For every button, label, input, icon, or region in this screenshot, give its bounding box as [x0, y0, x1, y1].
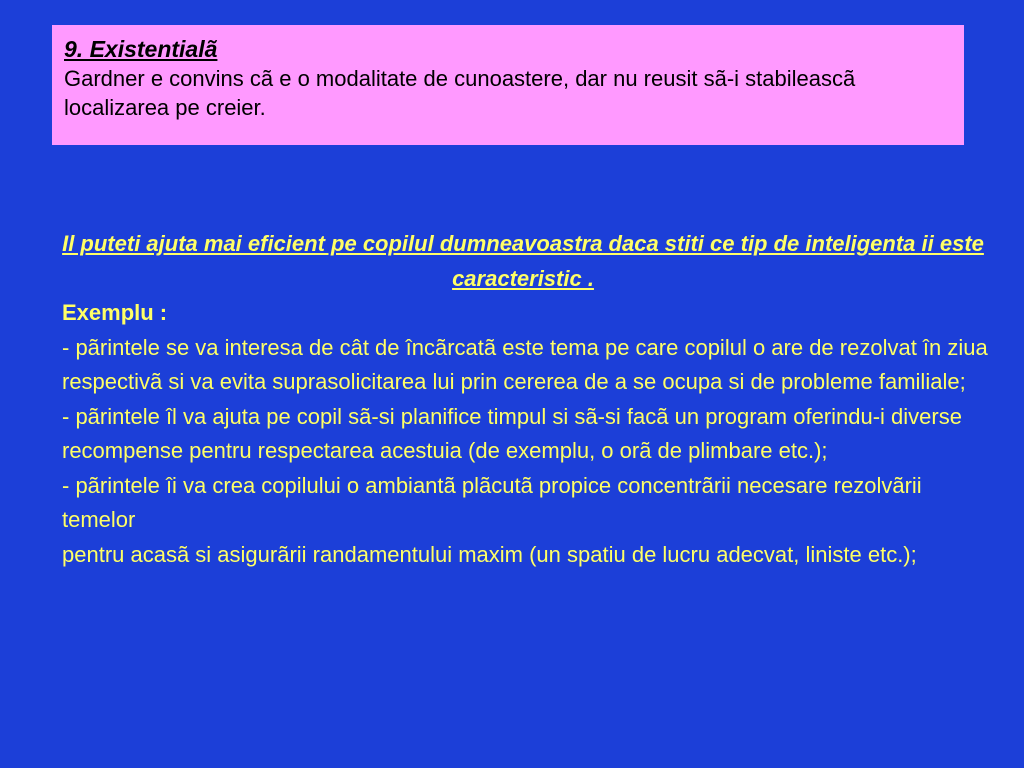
headline: Il puteti ajuta mai eficient pe copilul dumneavoastra daca stiti ce tip de inteligenta ii este caracteristic . — [62, 231, 984, 291]
main-content — [62, 227, 992, 572]
paragraph-4: pentru acasã si asigurãrii randamentului maxim (un spatiu de lucru adecvat, liniste etc.); — [62, 541, 917, 567]
example-label: Exemplu : — [62, 300, 168, 325]
paragraph-3: - pãrintele îi va crea copilului o ambiantã plãcutã propice concentrãrii necesare rezolvãrii temelor — [62, 472, 922, 532]
box-text: Gardner e convins cã e o modalitate de cunoastere, dar nu reusit sã-i stabileascã localizarea pe creier. — [64, 66, 856, 120]
box-title: 9. Existentialã — [64, 36, 218, 62]
existential-info-box — [52, 25, 964, 145]
paragraph-1: - pãrintele se va interesa de cât de încãrcatã este tema pe care copilul o are de rezolvat în ziua respectivã si va evita suprasolicitarea lui prin cererea de a se ocupa si de probleme familiale; — [62, 334, 988, 394]
paragraph-2: - pãrintele îl va ajuta pe copil sã-si planifice timpul si sã-si facã un program oferindu-i diverse recompense pentru respectarea acestuia (de exemplu, o orã de plimbare etc.); — [62, 403, 962, 463]
